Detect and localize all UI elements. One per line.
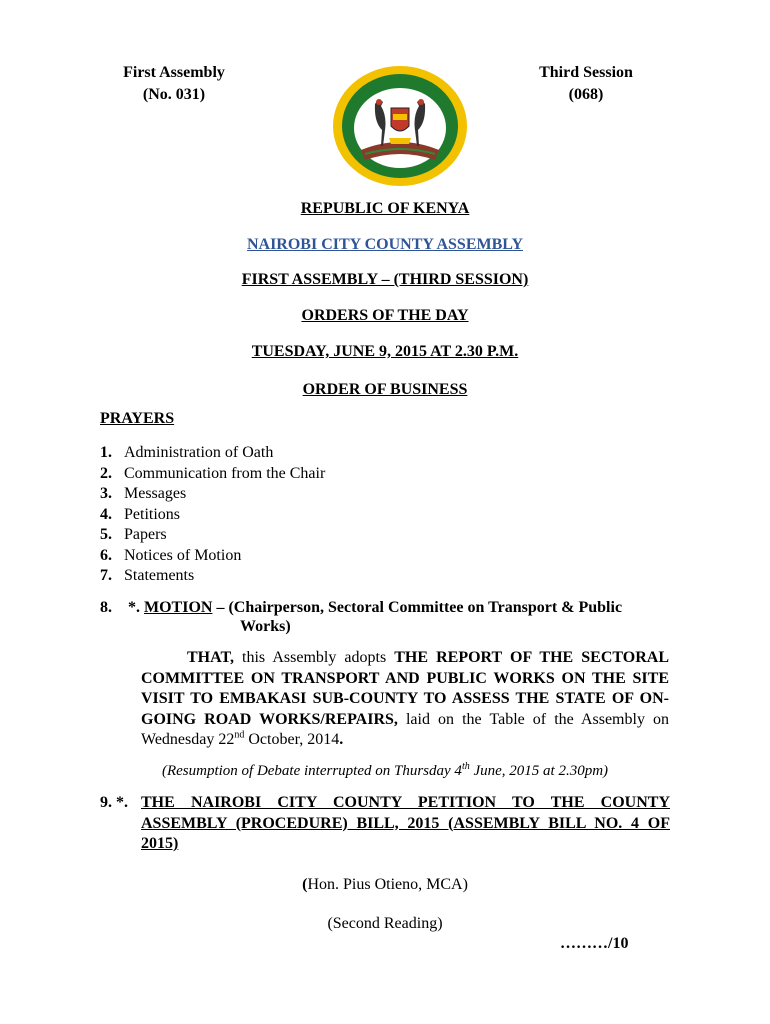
item-number: 4.	[100, 505, 112, 523]
county-seal-icon	[331, 64, 469, 188]
resumption-text-end: June, 2015 at 2.30pm)	[469, 763, 609, 779]
date-title: TUESDAY, JUNE 9, 2015 AT 2.30 P.M.	[251, 343, 519, 360]
list-item	[100, 505, 325, 526]
motion-label: MOTION	[144, 599, 213, 616]
session-number: (068)	[568, 86, 604, 103]
bill-item	[100, 793, 670, 855]
item-text: Notices of Motion	[124, 546, 242, 564]
list-item	[100, 525, 325, 546]
assembly-title: NAIROBI CITY COUNTY ASSEMBLY	[246, 236, 524, 253]
laid-text-end: October, 2014	[244, 731, 340, 748]
laid-period: .	[339, 731, 344, 748]
motion-mover: – (Chairperson, Sectoral Committee on Transport & Public	[212, 599, 623, 616]
laid-text: laid on the Table of the Assembly on Wednesday 22	[141, 710, 670, 748]
bill-star: *.	[116, 794, 128, 811]
item-number: 5.	[100, 526, 112, 543]
report-title: THE REPORT OF THE SECTORAL COMMITTEE ON TRANSPORT AND PUBLIC WORKS ON THE SITE VISIT TO EMBAKASI SUB-COUNTY TO ASSESS THE STATE OF ON-GOING ROAD WORKS/REPAIRS,	[141, 649, 669, 728]
session-title: FIRST ASSEMBLY – (THIRD SESSION)	[241, 271, 529, 288]
motion-intro: this Assembly adopts	[233, 649, 395, 666]
bill-reading: (Second Reading)	[327, 915, 443, 932]
list-item	[100, 546, 325, 567]
item-number: 7.	[100, 567, 112, 584]
republic-title: REPUBLIC OF KENYA	[300, 200, 470, 217]
motion-number: 8.	[100, 599, 112, 616]
item-text: Petitions	[124, 505, 181, 523]
laid-date-suffix: nd	[234, 729, 245, 741]
item-number: 2.	[100, 464, 112, 482]
business-title: ORDER OF BUSINESS	[302, 381, 468, 398]
prayers-heading: PRAYERS	[100, 410, 175, 427]
resumption-date-suffix: th	[461, 761, 470, 772]
bill-number-prefix	[100, 793, 128, 814]
list-item	[100, 566, 325, 587]
motion-star: *.	[128, 599, 140, 616]
session-number-header	[516, 62, 656, 106]
list-item	[100, 464, 325, 485]
motion-heading	[100, 598, 675, 618]
item-number: 3.	[100, 485, 112, 502]
bill-title: THE NAIROBI CITY COUNTY PETITION TO THE COUNTY ASSEMBLY (PROCEDURE) BILL, 2015 (ASSEMBLY BILL NO. 4 OF 2015)	[141, 794, 670, 852]
list-item	[100, 484, 325, 505]
that-keyword: THAT,	[187, 649, 234, 666]
page-continuation: ………/10	[560, 935, 629, 952]
mover-paren: (	[302, 876, 308, 893]
motion-mover-continued: Works)	[240, 618, 291, 635]
list-item	[100, 443, 325, 464]
assembly-number-header	[104, 62, 244, 106]
item-text: Statements	[124, 567, 195, 584]
resumption-note	[0, 763, 770, 780]
business-list	[100, 443, 325, 587]
assembly-label: First Assembly	[123, 64, 225, 81]
session-label: Third Session	[539, 64, 633, 81]
motion-text	[141, 648, 669, 751]
orders-title: ORDERS OF THE DAY	[301, 307, 469, 324]
item-text: Administration of Oath	[124, 444, 274, 461]
item-text: Communication from the Chair	[124, 464, 326, 482]
assembly-number: (No. 031)	[142, 86, 206, 103]
item-number: 1.	[100, 444, 112, 461]
item-text: Papers	[124, 526, 167, 543]
item-number: 6.	[100, 546, 112, 564]
item-text: Messages	[124, 485, 187, 502]
bill-number: 9.	[100, 794, 112, 811]
mover-name: Hon. Pius Otieno, MCA)	[307, 876, 468, 893]
resumption-text: (Resumption of Debate interrupted on Thursday 4	[161, 763, 462, 779]
bill-mover	[0, 876, 770, 894]
